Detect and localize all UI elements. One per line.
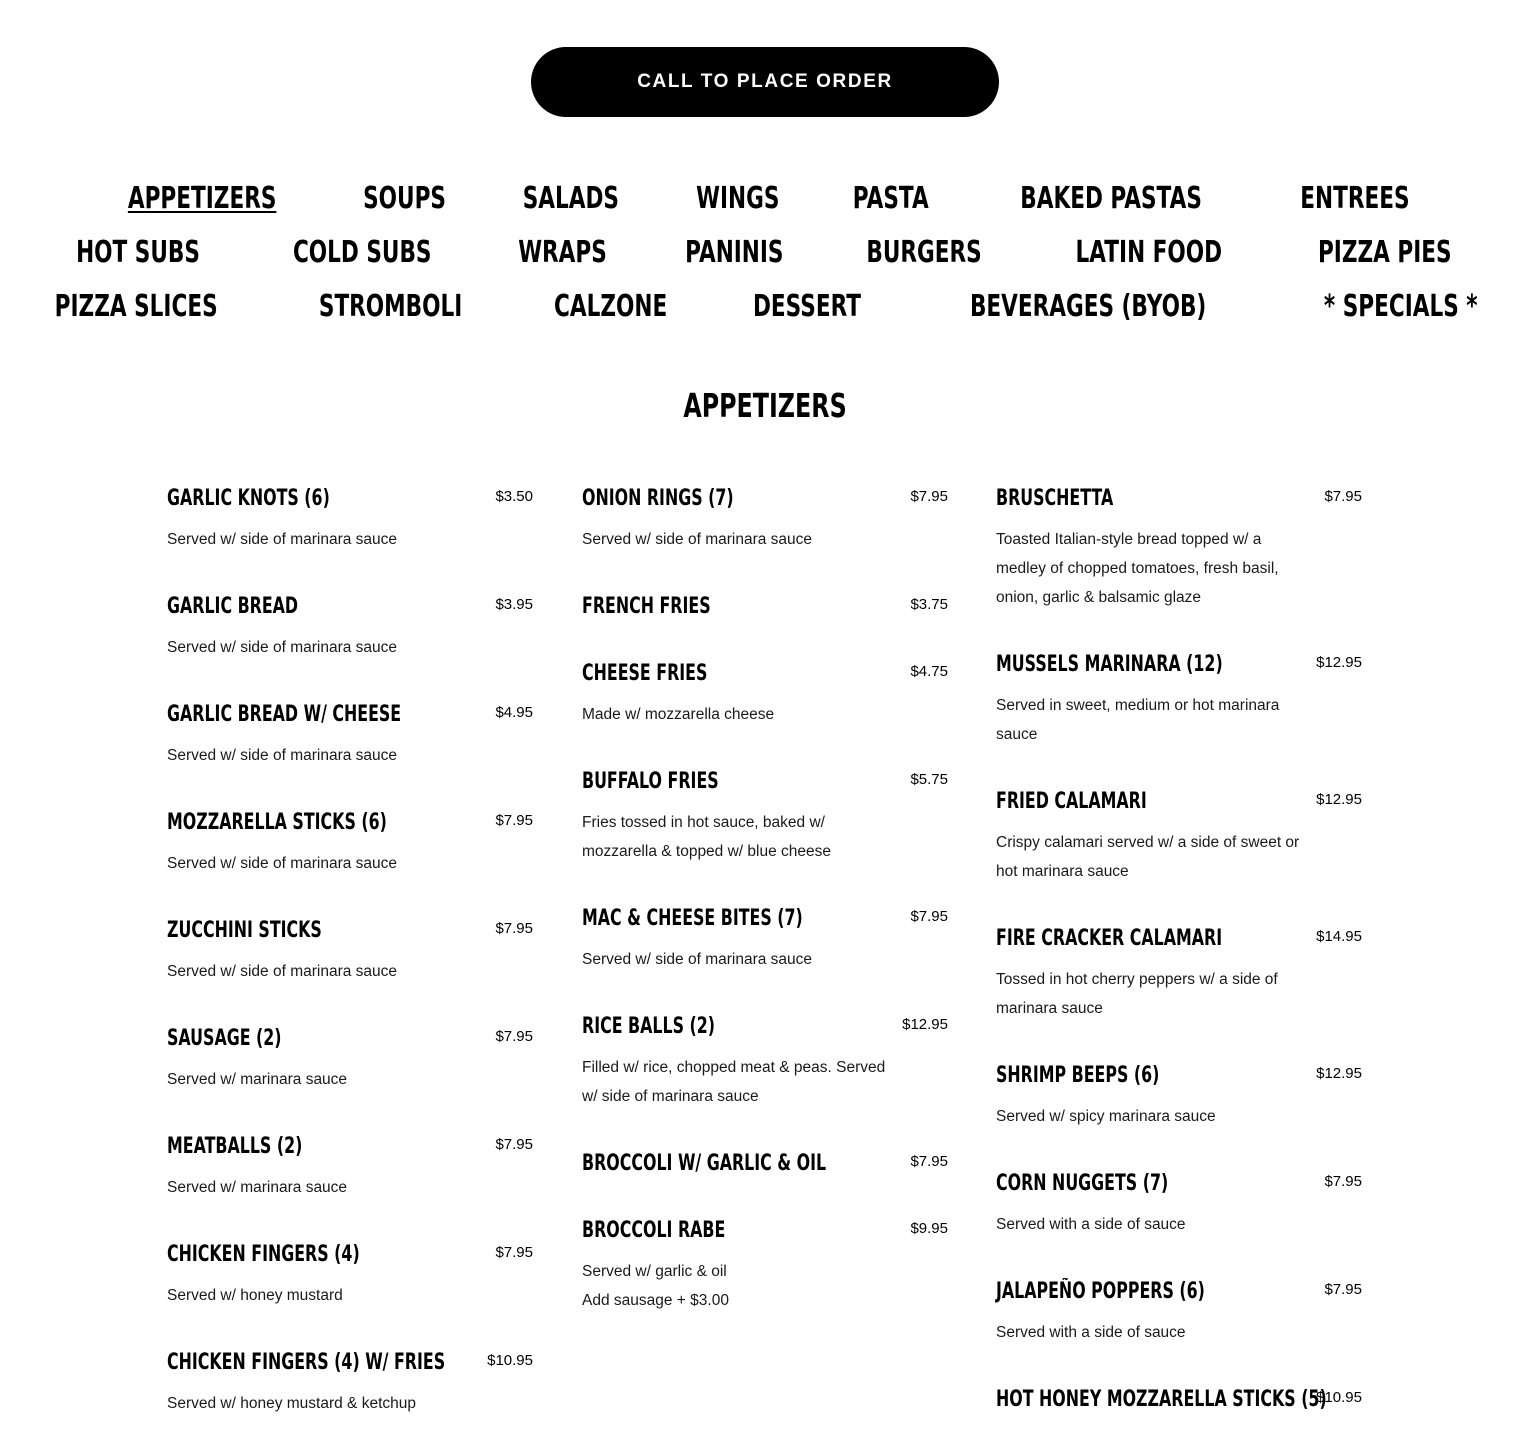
nav-link-entrees[interactable]: ENTREES [1300, 181, 1410, 216]
nav-link-wings[interactable]: WINGS [696, 181, 780, 216]
menu-item-description: Served w/ marinara sauce [167, 1179, 348, 1196]
nav-link-paninis[interactable]: PANINIS [684, 235, 784, 270]
nav-link-baked-pastas[interactable]: BAKED PASTAS [1020, 181, 1202, 216]
menu-item-header [167, 590, 533, 624]
nav-link-pizza-pies[interactable]: PIZZA PIES [1318, 235, 1452, 270]
nav-row [0, 280, 1530, 334]
menu-item-price: $9.95 [910, 1220, 948, 1237]
menu-item-description: Served w/ honey mustard & ketchup [167, 1395, 416, 1412]
menu-item-description: Served w/ side of marinara sauce [167, 963, 398, 980]
nav-link-appetizers[interactable]: APPETIZERS [127, 181, 277, 216]
nav-link-soups[interactable]: SOUPS [363, 181, 447, 216]
menu-item [167, 698, 533, 806]
menu-item-description: Fries tossed in hot sauce, baked w/ mozzarella & topped w/ blue cheese [582, 814, 832, 860]
menu-item-price: $3.50 [495, 488, 533, 505]
menu-item-header [167, 1022, 533, 1056]
spacer [996, 1239, 1362, 1275]
menu-item-description: Served w/ side of marinara sauce [582, 951, 813, 968]
menu-item-header [167, 1238, 533, 1272]
menu-item-price: $7.95 [495, 1028, 533, 1045]
menu-column-2 [582, 482, 948, 1351]
spacer [582, 1315, 948, 1351]
nav-link-specials[interactable]: * SPECIALS * [1323, 289, 1478, 324]
spacer [996, 886, 1362, 922]
menu-item [582, 482, 948, 590]
menu-item [167, 590, 533, 698]
menu-item-description: Served with a side of sauce [996, 1324, 1186, 1341]
menu-item-name: MOZZARELLA STICKS (6) [167, 810, 387, 835]
menu-item [167, 1130, 533, 1238]
nav-link-beverages-byob[interactable]: BEVERAGES (BYOB) [969, 289, 1206, 324]
menu-item-name: SHRIMP BEEPS (6) [996, 1063, 1160, 1088]
menu-item-price: $10.95 [1316, 1389, 1362, 1406]
menu-item-price: $5.75 [910, 771, 948, 788]
menu-item-header [996, 1167, 1362, 1201]
nav-link-hot-subs[interactable]: HOT SUBS [76, 235, 201, 270]
menu-item-header [996, 1275, 1362, 1309]
spacer [582, 729, 948, 765]
menu-item-price: $7.95 [495, 1244, 533, 1261]
menu-item-header [996, 1383, 1362, 1417]
menu-item-price: $7.95 [1324, 1173, 1362, 1190]
menu-item-name: CHEESE FRIES [582, 661, 708, 686]
menu-item-price: $7.95 [910, 1153, 948, 1170]
nav-link-dessert[interactable]: DESSERT [752, 289, 861, 324]
spacer [167, 554, 533, 590]
menu-item-price: $7.95 [495, 920, 533, 937]
spacer [996, 1347, 1362, 1383]
menu-item [996, 1167, 1362, 1275]
menu-item-name: FIRE CRACKER CALAMARI [996, 926, 1223, 951]
menu-item-price: $7.95 [910, 908, 948, 925]
spacer [996, 1131, 1362, 1167]
menu-item-price: $12.95 [1316, 1065, 1362, 1082]
menu-item [996, 1275, 1362, 1383]
menu-item-price: $10.95 [487, 1352, 533, 1369]
menu-item [582, 1214, 948, 1351]
menu-item-price: $3.95 [495, 596, 533, 613]
spacer [996, 1417, 1362, 1450]
menu-item-name: GARLIC BREAD [167, 594, 299, 619]
call-to-place-order-button[interactable]: CALL TO PLACE ORDER [531, 47, 999, 117]
menu-item-description: Served w/ side of marinara sauce [167, 531, 398, 548]
menu-item-name: BROCCOLI W/ GARLIC & OIL [582, 1151, 827, 1176]
menu-item [582, 1147, 948, 1214]
menu-item [996, 482, 1362, 648]
menu-item-name: CORN NUGGETS (7) [996, 1171, 1169, 1196]
menu-item-name: HOT HONEY MOZZARELLA STICKS (5) [996, 1387, 1327, 1412]
menu-item-name: BUFFALO FRIES [582, 769, 719, 794]
menu-item [582, 590, 948, 657]
menu-item-name: SAUSAGE (2) [167, 1026, 282, 1051]
spacer [167, 770, 533, 806]
category-nav [0, 172, 1530, 334]
menu-item [167, 806, 533, 914]
menu-item-description: Toasted Italian-style bread topped w/ a medley of chopped tomatoes, fresh basil, onion, garlic & balsamic glaze [996, 531, 1279, 606]
menu-item [167, 1022, 533, 1130]
nav-row [0, 226, 1530, 280]
nav-link-burgers[interactable]: BURGERS [866, 235, 983, 270]
menu-item-price: $12.95 [1316, 654, 1362, 671]
menu-item-name: CHICKEN FINGERS (4) [167, 1242, 360, 1267]
spacer [167, 1418, 533, 1454]
menu-item-name: GARLIC BREAD W/ CHEESE [167, 702, 402, 727]
menu-item-price: $3.75 [910, 596, 948, 613]
menu-item-description: Tossed in hot cherry peppers w/ a side of marinara sauce [996, 971, 1278, 1017]
nav-link-pizza-slices[interactable]: PIZZA SLICES [54, 289, 218, 324]
menu-item-description: Served w/ side of marinara sauce [582, 531, 813, 548]
menu-item-header [167, 698, 533, 732]
menu-item-name: CHICKEN FINGERS (4) W/ FRIES [167, 1350, 446, 1375]
menu-item-name: BROCCOLI RABE [582, 1218, 726, 1243]
menu-item-price: $4.75 [910, 663, 948, 680]
menu-item-price: $7.95 [495, 812, 533, 829]
menu-item [167, 1346, 533, 1454]
menu-item-price: $12.95 [1316, 791, 1362, 808]
menu-item [996, 1059, 1362, 1167]
menu-column-3 [996, 482, 1362, 1450]
menu-item-name: FRIED CALAMARI [996, 789, 1147, 814]
menu-item-header [582, 1147, 948, 1181]
menu-item-header [582, 1010, 948, 1044]
menu-item-description: Served w/ side of marinara sauce [167, 639, 398, 656]
menu-item [996, 1383, 1362, 1450]
menu-column-1 [167, 482, 533, 1454]
menu-item-price: $7.95 [495, 1136, 533, 1153]
spacer [167, 1310, 533, 1346]
menu-item-header [582, 1214, 948, 1248]
menu-item-header [582, 590, 948, 624]
menu-item [167, 1238, 533, 1346]
menu-item-addon: Add sausage + $3.00 [582, 1292, 729, 1309]
menu-item [996, 785, 1362, 922]
nav-link-salads[interactable]: SALADS [523, 181, 620, 216]
menu-item-header [996, 1059, 1362, 1093]
nav-link-pasta[interactable]: PASTA [852, 181, 929, 216]
nav-link-cold-subs[interactable]: COLD SUBS [293, 235, 432, 270]
menu-item-name: MEATBALLS (2) [167, 1134, 303, 1159]
menu-item-name: MAC & CHEESE BITES (7) [582, 906, 803, 931]
menu-item [167, 482, 533, 590]
menu-item-header [167, 1346, 533, 1380]
menu-item-description: Made w/ mozzarella cheese [582, 706, 775, 723]
menu-item-header [996, 482, 1362, 516]
spacer [167, 878, 533, 914]
menu-item [167, 914, 533, 1022]
menu-item [582, 1010, 948, 1147]
menu-item-name: GARLIC KNOTS (6) [167, 486, 330, 511]
menu-item-price: $14.95 [1316, 928, 1362, 945]
nav-link-wraps[interactable]: WRAPS [517, 235, 607, 270]
menu-item-header [582, 482, 948, 516]
spacer [167, 1202, 533, 1238]
menu-item-description: Served in sweet, medium or hot marinara sauce [996, 697, 1280, 743]
menu-item-name: FRENCH FRIES [582, 594, 711, 619]
menu-item-description: Served w/ side of marinara sauce [167, 855, 398, 872]
menu-item-description: Served w/ side of marinara sauce [167, 747, 398, 764]
spacer [167, 1094, 533, 1130]
spacer [582, 1181, 948, 1214]
menu-item-description: Served with a side of sauce [996, 1216, 1186, 1233]
cta-wrapper [0, 47, 1530, 117]
menu-item-price: $7.95 [1324, 1281, 1362, 1298]
nav-link-stromboli[interactable]: STROMBOLI [318, 289, 463, 324]
menu-item-name: MUSSELS MARINARA (12) [996, 652, 1223, 677]
menu-item-description: Served w/ marinara sauce [167, 1071, 348, 1088]
spacer [582, 1111, 948, 1147]
nav-link-calzone[interactable]: CALZONE [554, 289, 668, 324]
menu-item-header [167, 1130, 533, 1164]
menu-item-header [167, 482, 533, 516]
spacer [996, 749, 1362, 785]
spacer [996, 1023, 1362, 1059]
menu-item-price: $7.95 [910, 488, 948, 505]
spacer [582, 554, 948, 590]
menu-item-header [996, 922, 1362, 956]
menu-item [582, 765, 948, 902]
section-title: APPETIZERS [683, 386, 847, 425]
menu-item-price: $4.95 [495, 704, 533, 721]
nav-row [0, 172, 1530, 226]
menu-item-name: ZUCCHINI STICKS [167, 918, 322, 943]
menu-item [582, 657, 948, 765]
menu-item-header [582, 657, 948, 691]
menu-item [996, 648, 1362, 785]
nav-link-latin-food[interactable]: LATIN FOOD [1075, 235, 1222, 270]
menu-item [996, 922, 1362, 1059]
menu-item-header [582, 765, 948, 799]
spacer [582, 866, 948, 902]
menu-item-header [996, 785, 1362, 819]
menu-item-name: RICE BALLS (2) [582, 1014, 715, 1039]
menu-item-name: BRUSCHETTA [996, 486, 1114, 511]
spacer [582, 624, 948, 657]
menu-item [582, 902, 948, 1010]
spacer [167, 662, 533, 698]
menu-item-name: ONION RINGS (7) [582, 486, 734, 511]
menu-item-name: JALAPEÑO POPPERS (6) [996, 1279, 1205, 1304]
menu-item-header [167, 806, 533, 840]
menu-item-price: $7.95 [1324, 488, 1362, 505]
menu-item-description: Served w/ garlic & oil [582, 1263, 727, 1280]
menu-item-description: Served w/ honey mustard [167, 1287, 343, 1304]
menu-item-description: Filled w/ rice, chopped meat & peas. Served w/ side of marinara sauce [582, 1059, 886, 1105]
menu-item-header [996, 648, 1362, 682]
menu-item-description: Crispy calamari served w/ a side of sweet or hot marinara sauce [996, 834, 1300, 880]
spacer [167, 986, 533, 1022]
menu-item-price: $12.95 [902, 1016, 948, 1033]
spacer [582, 974, 948, 1010]
spacer [996, 612, 1362, 648]
menu-item-header [167, 914, 533, 948]
menu-item-description: Served w/ spicy marinara sauce [996, 1108, 1216, 1125]
menu-item-header [582, 902, 948, 936]
